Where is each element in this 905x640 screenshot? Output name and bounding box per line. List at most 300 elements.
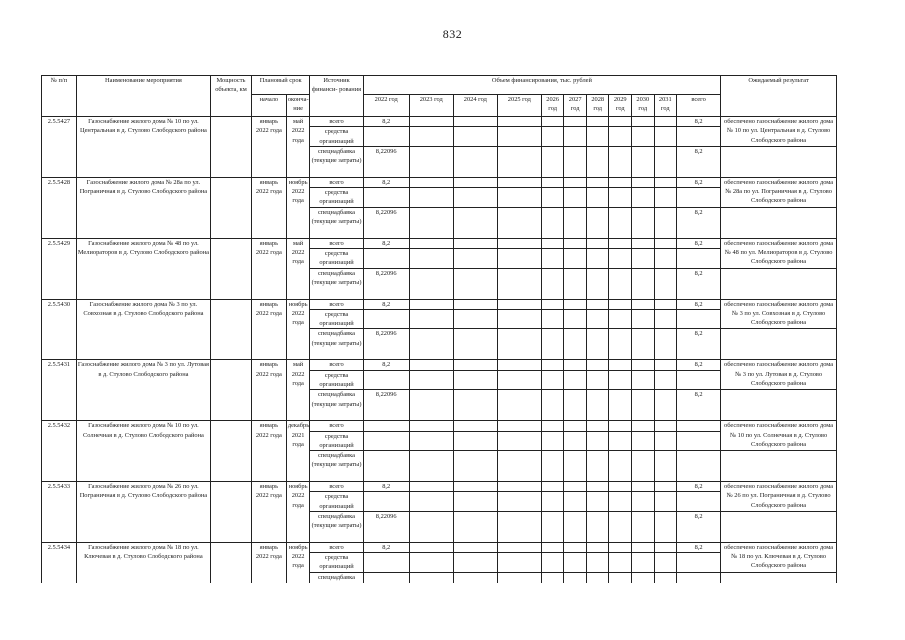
row-value-year — [632, 431, 655, 451]
row-power — [211, 482, 252, 543]
row-value-year — [586, 248, 609, 268]
row-value-year — [564, 309, 587, 329]
row-value-year — [409, 370, 453, 390]
table-row — [42, 299, 837, 309]
header-name: Наименование мероприятия — [76, 76, 210, 117]
row-value-year — [632, 451, 655, 482]
row-result: обеспечено газоснабжение жилого дома № 3 по ул. Лутовая в д. Стулово Слободского района — [721, 360, 837, 390]
row-value-year — [586, 492, 609, 512]
row-value-2022 — [363, 492, 409, 512]
row-source: спецнадбавка (текущие затраты) — [310, 451, 363, 482]
row-value-year — [453, 127, 497, 147]
row-value-year — [564, 177, 587, 187]
row-value-year — [453, 511, 497, 542]
row-value-year — [541, 309, 564, 329]
row-value-year — [654, 177, 677, 187]
row-value-year — [497, 309, 541, 329]
row-value-year — [541, 238, 564, 248]
row-value-year — [497, 431, 541, 451]
row-power — [211, 117, 252, 178]
row-value-year — [609, 370, 632, 390]
row-value-year — [497, 177, 541, 187]
row-value-year — [609, 542, 632, 552]
row-source: спецнадбавка (текущие затраты) — [310, 207, 363, 238]
row-value-year — [497, 482, 541, 492]
row-number: 2.5.5433 — [42, 482, 77, 543]
row-start: январь 2022 года — [251, 360, 286, 421]
row-value-2022 — [363, 421, 409, 431]
row-value-year — [609, 299, 632, 309]
row-value-year — [654, 370, 677, 390]
row-value-year — [453, 492, 497, 512]
row-value-sum — [677, 309, 721, 329]
row-value-year — [541, 329, 564, 360]
row-value-year — [654, 431, 677, 451]
row-end: май 2022 года — [286, 117, 310, 178]
row-value-2022 — [363, 248, 409, 268]
row-value-2022: 8,22096 — [363, 207, 409, 238]
row-value-year — [586, 238, 609, 248]
row-value-year — [654, 146, 677, 177]
row-value-year — [609, 553, 632, 573]
row-value-year — [586, 146, 609, 177]
row-number: 2.5.5427 — [42, 117, 77, 178]
row-value-2022: 8,22096 — [363, 146, 409, 177]
row-value-year — [497, 451, 541, 482]
row-value-year — [586, 117, 609, 127]
row-value-year — [453, 370, 497, 390]
row-power — [211, 177, 252, 238]
row-value-year — [409, 188, 453, 208]
row-value-year — [564, 299, 587, 309]
row-value-year — [409, 431, 453, 451]
row-value-year — [409, 360, 453, 370]
table-row — [42, 542, 837, 552]
row-power — [211, 360, 252, 421]
row-value-year — [453, 146, 497, 177]
row-value-year — [632, 542, 655, 552]
row-value-sum: 8,2 — [677, 117, 721, 127]
row-start: январь 2022 года — [251, 421, 286, 482]
row-value-sum: 8,2 — [677, 268, 721, 299]
row-value-year — [541, 370, 564, 390]
row-value-year — [654, 117, 677, 127]
row-value-year — [609, 177, 632, 187]
row-value-year — [632, 329, 655, 360]
row-value-year — [564, 482, 587, 492]
row-result-empty — [721, 451, 837, 482]
row-value-year — [453, 188, 497, 208]
row-value-year — [564, 390, 587, 421]
row-value-year — [497, 299, 541, 309]
header-year-2030: 2030 год — [632, 95, 655, 117]
row-value-year — [586, 207, 609, 238]
row-name: Газоснабжение жилого дома № 10 по ул. Центральная в д. Стулово Слободского района — [76, 117, 210, 178]
row-result-empty — [721, 207, 837, 238]
header-source: Источник финанси- рования — [310, 76, 363, 117]
row-value-year — [564, 188, 587, 208]
row-value-year — [654, 248, 677, 268]
row-number: 2.5.5430 — [42, 299, 77, 360]
row-value-year — [497, 553, 541, 573]
row-value-year — [409, 309, 453, 329]
row-value-year — [564, 248, 587, 268]
row-value-year — [586, 188, 609, 208]
row-value-2022 — [363, 451, 409, 482]
row-end: ноябрь 2022 года — [286, 482, 310, 543]
row-value-year — [632, 188, 655, 208]
row-value-2022 — [363, 127, 409, 147]
row-value-year — [453, 431, 497, 451]
header-year-2027: 2027 год — [564, 95, 587, 117]
row-source: спецнадбавка (текущие затраты) — [310, 268, 363, 299]
row-value-year — [564, 360, 587, 370]
row-value-sum — [677, 492, 721, 512]
header-year-2024: 2024 год — [453, 95, 497, 117]
row-value-year — [609, 309, 632, 329]
row-value-year — [541, 248, 564, 268]
row-value-year — [586, 329, 609, 360]
row-value-2022: 8,22096 — [363, 390, 409, 421]
row-value-year — [409, 299, 453, 309]
row-value-year — [541, 146, 564, 177]
row-value-year — [541, 492, 564, 512]
row-value-year — [654, 421, 677, 431]
row-value-year — [453, 542, 497, 552]
row-end: май 2022 года — [286, 238, 310, 299]
row-value-2022 — [363, 553, 409, 573]
row-value-year — [564, 421, 587, 431]
row-value-sum: 8,2 — [677, 146, 721, 177]
row-value-year — [654, 238, 677, 248]
row-value-sum: 8,2 — [677, 482, 721, 492]
row-value-year — [541, 117, 564, 127]
row-value-year — [632, 370, 655, 390]
header-total: всего — [677, 95, 721, 117]
row-value-year — [586, 451, 609, 482]
row-result: обеспечено газоснабжение жилого дома № 10 по ул. Центральная в д. Стулово Слободского района — [721, 117, 837, 147]
row-value-year — [586, 177, 609, 187]
table-row — [42, 360, 837, 370]
row-source: спецнадбавка (текущие затраты) — [310, 329, 363, 360]
row-value-year — [541, 207, 564, 238]
row-value-year — [632, 492, 655, 512]
row-source: всего — [310, 117, 363, 127]
header-year-2029: 2029 год — [609, 95, 632, 117]
row-value-year — [609, 238, 632, 248]
row-source: средства организаций — [310, 492, 363, 512]
row-value-year — [409, 451, 453, 482]
row-value-year — [632, 553, 655, 573]
row-value-year — [497, 390, 541, 421]
row-result-empty — [721, 511, 837, 542]
row-value-sum: 8,2 — [677, 390, 721, 421]
row-value-year — [497, 248, 541, 268]
row-value-year — [541, 390, 564, 421]
row-value-year — [541, 542, 564, 552]
row-value-year — [609, 492, 632, 512]
row-value-year — [632, 268, 655, 299]
row-value-year — [609, 329, 632, 360]
page-number: 832 — [442, 27, 463, 41]
row-source: спецнадбавка (текущие затраты) — [310, 390, 363, 421]
table-row — [42, 238, 837, 248]
row-value-year — [632, 360, 655, 370]
row-result-empty — [721, 390, 837, 421]
row-value-year — [409, 177, 453, 187]
row-number: 2.5.5434 — [42, 542, 77, 603]
row-value-2022: 8,22096 — [363, 511, 409, 542]
row-result: обеспечено газоснабжение жилого дома № 18 по ул. Ключевая в д. Стулово Слободского района — [721, 542, 837, 572]
row-value-year — [564, 370, 587, 390]
row-value-year — [453, 177, 497, 187]
row-source: спецнадбавка (текущие затраты) — [310, 511, 363, 542]
row-source: средства организаций — [310, 127, 363, 147]
row-source: средства организаций — [310, 553, 363, 573]
row-value-year — [409, 492, 453, 512]
row-value-year — [541, 188, 564, 208]
row-value-year — [541, 431, 564, 451]
row-value-year — [564, 146, 587, 177]
row-value-2022: 8,22096 — [363, 329, 409, 360]
row-value-year — [409, 146, 453, 177]
row-value-year — [632, 146, 655, 177]
row-value-year — [564, 542, 587, 552]
row-value-year — [586, 309, 609, 329]
row-value-2022: 8,22096 — [363, 268, 409, 299]
row-value-year — [541, 127, 564, 147]
row-value-sum: 8,2 — [677, 238, 721, 248]
row-value-2022 — [363, 188, 409, 208]
row-value-year — [632, 127, 655, 147]
row-name: Газоснабжение жилого дома № 28а по ул. Пограничная в д. Стулово Слободского района — [76, 177, 210, 238]
row-end: декабрь 2021 года — [286, 421, 310, 482]
row-value-year — [654, 309, 677, 329]
row-value-year — [497, 421, 541, 431]
row-value-year — [409, 390, 453, 421]
row-start: январь 2022 года — [251, 177, 286, 238]
row-source: всего — [310, 238, 363, 248]
row-end: май 2022 года — [286, 360, 310, 421]
row-value-year — [609, 117, 632, 127]
row-value-year — [609, 146, 632, 177]
row-source: спецнадбавка (текущие затраты) — [310, 146, 363, 177]
row-value-year — [654, 299, 677, 309]
row-number: 2.5.5431 — [42, 360, 77, 421]
row-value-2022 — [363, 309, 409, 329]
row-start: январь 2022 года — [251, 117, 286, 178]
row-source: средства организаций — [310, 431, 363, 451]
row-end: ноябрь 2022 года — [286, 542, 310, 603]
row-value-year — [409, 248, 453, 268]
row-value-year — [654, 188, 677, 208]
row-source: всего — [310, 542, 363, 552]
row-value-year — [564, 329, 587, 360]
row-value-year — [586, 431, 609, 451]
row-value-year — [453, 207, 497, 238]
row-value-year — [453, 390, 497, 421]
row-value-year — [541, 451, 564, 482]
row-start: январь 2022 года — [251, 542, 286, 603]
row-value-year — [409, 329, 453, 360]
row-start: январь 2022 года — [251, 238, 286, 299]
row-source: средства организаций — [310, 309, 363, 329]
row-value-year — [654, 553, 677, 573]
row-value-sum — [677, 248, 721, 268]
row-value-year — [453, 451, 497, 482]
header-year-2031: 2031 год — [654, 95, 677, 117]
row-value-sum — [677, 127, 721, 147]
row-value-year — [586, 511, 609, 542]
row-value-2022: 8,2 — [363, 360, 409, 370]
row-value-year — [632, 177, 655, 187]
header-number: № п/п — [42, 76, 77, 117]
row-value-year — [497, 127, 541, 147]
row-value-year — [586, 542, 609, 552]
row-value-year — [654, 492, 677, 512]
row-value-year — [453, 421, 497, 431]
row-value-year — [586, 421, 609, 431]
row-value-year — [497, 511, 541, 542]
row-value-year — [497, 542, 541, 552]
row-source: всего — [310, 421, 363, 431]
header-start: начало — [251, 95, 286, 117]
row-value-year — [654, 511, 677, 542]
row-value-sum — [677, 421, 721, 431]
row-end: ноябрь 2022 года — [286, 299, 310, 360]
row-result-empty — [721, 146, 837, 177]
row-source: всего — [310, 299, 363, 309]
row-value-year — [497, 268, 541, 299]
row-value-year — [541, 268, 564, 299]
header-volume: Объем финансирования, тыс. рублей — [363, 76, 721, 95]
row-value-year — [497, 117, 541, 127]
row-value-sum — [677, 553, 721, 573]
row-value-sum: 8,2 — [677, 207, 721, 238]
financing-plan-table — [41, 75, 837, 604]
row-name: Газоснабжение жилого дома № 18 по ул. Ключевая в д. Стулово Слободского района — [76, 542, 210, 603]
row-value-year — [632, 248, 655, 268]
row-value-year — [586, 482, 609, 492]
table-row — [42, 421, 837, 431]
row-value-year — [453, 309, 497, 329]
row-source: средства организаций — [310, 370, 363, 390]
row-value-2022: 8,2 — [363, 542, 409, 552]
header-result: Ожидаемый результат — [721, 76, 837, 117]
row-value-year — [564, 553, 587, 573]
row-value-year — [541, 177, 564, 187]
row-number: 2.5.5429 — [42, 238, 77, 299]
row-number: 2.5.5428 — [42, 177, 77, 238]
table-row — [42, 117, 837, 127]
row-value-year — [654, 451, 677, 482]
row-value-year — [654, 127, 677, 147]
row-value-year — [564, 117, 587, 127]
row-value-year — [497, 329, 541, 360]
row-value-year — [541, 299, 564, 309]
row-value-year — [409, 117, 453, 127]
row-value-year — [564, 238, 587, 248]
row-source: всего — [310, 360, 363, 370]
row-value-2022 — [363, 431, 409, 451]
row-value-year — [586, 553, 609, 573]
row-name: Газоснабжение жилого дома № 10 по ул. Солнечная в д. Стулово Слободского района — [76, 421, 210, 482]
row-value-sum: 8,2 — [677, 360, 721, 370]
row-value-year — [632, 117, 655, 127]
row-value-year — [497, 370, 541, 390]
row-value-year — [453, 299, 497, 309]
row-value-year — [564, 268, 587, 299]
row-number: 2.5.5432 — [42, 421, 77, 482]
row-name: Газоснабжение жилого дома № 3 по ул. Лутовая в д. Стулово Слободского района — [76, 360, 210, 421]
row-value-year — [453, 268, 497, 299]
row-value-sum — [677, 188, 721, 208]
row-value-year — [497, 146, 541, 177]
row-value-year — [586, 370, 609, 390]
row-value-year — [609, 188, 632, 208]
row-value-sum: 8,2 — [677, 329, 721, 360]
row-source: средства организаций — [310, 248, 363, 268]
row-value-year — [586, 360, 609, 370]
header-year-2025: 2025 год — [497, 95, 541, 117]
row-value-year — [541, 360, 564, 370]
row-value-year — [497, 188, 541, 208]
row-value-2022: 8,2 — [363, 177, 409, 187]
row-value-year — [409, 238, 453, 248]
row-value-year — [497, 207, 541, 238]
row-value-year — [564, 492, 587, 512]
row-value-year — [586, 127, 609, 147]
row-value-year — [541, 482, 564, 492]
row-value-year — [586, 299, 609, 309]
page-bottom-margin — [0, 583, 905, 640]
row-source: всего — [310, 482, 363, 492]
row-value-year — [609, 421, 632, 431]
row-value-year — [541, 553, 564, 573]
row-value-year — [654, 482, 677, 492]
header-end: оконча- ние — [286, 95, 310, 117]
row-power — [211, 238, 252, 299]
row-value-year — [564, 511, 587, 542]
row-power — [211, 299, 252, 360]
row-value-year — [409, 511, 453, 542]
row-value-year — [586, 390, 609, 421]
row-value-year — [632, 238, 655, 248]
row-source: средства организаций — [310, 188, 363, 208]
row-value-2022: 8,2 — [363, 117, 409, 127]
row-value-year — [654, 390, 677, 421]
row-value-sum: 8,2 — [677, 299, 721, 309]
row-value-year — [564, 451, 587, 482]
row-name: Газоснабжение жилого дома № 3 по ул. Совхозная в д. Стулово Слободского района — [76, 299, 210, 360]
row-start: январь 2022 года — [251, 299, 286, 360]
row-value-year — [409, 127, 453, 147]
row-value-year — [654, 542, 677, 552]
row-value-year — [609, 451, 632, 482]
row-result: обеспечено газоснабжение жилого дома № 26 по ул. Пограничная в д. Стулово Слободского района — [721, 482, 837, 512]
row-value-year — [409, 553, 453, 573]
row-value-2022: 8,2 — [363, 238, 409, 248]
row-value-sum: 8,2 — [677, 542, 721, 552]
header-power: Мощность объекта, км — [211, 76, 252, 117]
table-row — [42, 482, 837, 492]
row-start: январь 2022 года — [251, 482, 286, 543]
row-power — [211, 421, 252, 482]
row-value-year — [453, 482, 497, 492]
row-value-year — [609, 511, 632, 542]
row-value-year — [632, 207, 655, 238]
row-value-sum — [677, 370, 721, 390]
